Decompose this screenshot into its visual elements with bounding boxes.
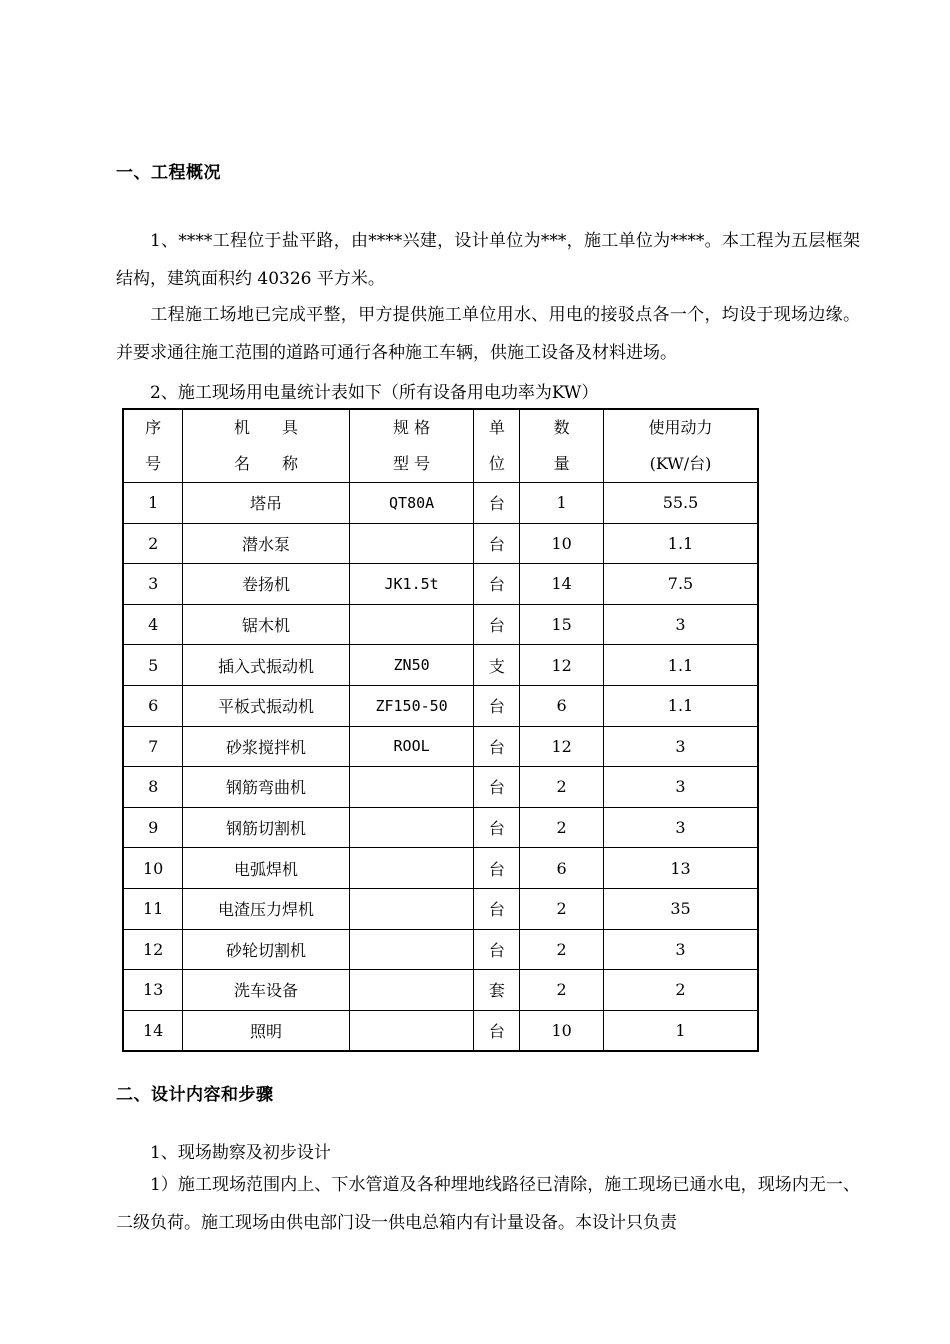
- cell-spec: [349, 767, 474, 808]
- cell-power: 3: [604, 767, 759, 808]
- cell-unit: 台: [474, 807, 520, 848]
- cell-qty: 2: [520, 767, 604, 808]
- header-name: [183, 409, 349, 483]
- paragraph-project-location: [116, 222, 860, 298]
- cell-no: 12: [123, 929, 183, 970]
- cell-qty: 12: [520, 645, 604, 686]
- cell-qty: 10: [520, 1010, 604, 1051]
- cell-name: 插入式振动机: [183, 645, 349, 686]
- paragraph-site-conditions-text: 工程施工场地已完成平整，甲方提供施工单位用水、用电的接驳点各一个，均设于现场边缘。并要求通往施工范围的道路可通行各种施工车辆，供施工设备及材料进场。: [116, 305, 860, 363]
- cell-qty: 6: [520, 848, 604, 889]
- cell-name: 锯木机: [183, 604, 349, 645]
- cell-power: 1.1: [604, 645, 759, 686]
- header-spec-line1: 规 格: [393, 418, 431, 437]
- cell-name: 电弧焊机: [183, 848, 349, 889]
- cell-no: 10: [123, 848, 183, 889]
- cell-qty: 6: [520, 685, 604, 726]
- cell-unit: 台: [474, 604, 520, 645]
- header-power-line2: (KW/台): [649, 454, 712, 473]
- cell-no: 5: [123, 645, 183, 686]
- cell-name: 照明: [183, 1010, 349, 1051]
- header-power: [604, 409, 759, 483]
- header-qty-line1: 数: [553, 418, 570, 437]
- cell-name: 砂浆搅拌机: [183, 726, 349, 767]
- cell-unit: 台: [474, 483, 520, 524]
- cell-qty: 12: [520, 726, 604, 767]
- cell-name: 平板式振动机: [183, 685, 349, 726]
- table-row: [123, 645, 758, 686]
- cell-no: 1: [123, 483, 183, 524]
- cell-name: 钢筋弯曲机: [183, 767, 349, 808]
- cell-name: 钢筋切割机: [183, 807, 349, 848]
- section-title-overview: 一、工程概况: [116, 163, 221, 183]
- cell-spec: [349, 604, 474, 645]
- cell-name: 洗车设备: [183, 970, 349, 1011]
- cell-power: 3: [604, 807, 759, 848]
- paragraph-site-survey-text: 1）施工现场范围内上、下水管道及各种埋地线路径已清除，施工现场已通水电，现场内无一、二级负荷。施工现场由供电部门设一供电总箱内有计量设备。本设计只负责: [116, 1175, 860, 1233]
- paragraph-project-location-text: 1、****工程位于盐平路，由****兴建，设计单位为***，施工单位为****。本工程为五层框架结构，建筑面积约 40326 平方米。: [116, 231, 860, 289]
- cell-qty: 2: [520, 888, 604, 929]
- table-row: [123, 888, 758, 929]
- table-row: [123, 970, 758, 1011]
- cell-power: 35: [604, 888, 759, 929]
- header-qty-line2: 量: [553, 454, 570, 473]
- header-seq-line2: 号: [145, 454, 162, 473]
- cell-spec: [349, 807, 474, 848]
- header-spec: [349, 409, 474, 483]
- cell-spec: ZF150-50: [349, 685, 474, 726]
- cell-power: 3: [604, 726, 759, 767]
- cell-unit: 台: [474, 888, 520, 929]
- cell-qty: 1: [520, 483, 604, 524]
- cell-name: 塔吊: [183, 483, 349, 524]
- table-row: [123, 1010, 758, 1051]
- cell-name: 电渣压力焊机: [183, 888, 349, 929]
- cell-no: 7: [123, 726, 183, 767]
- cell-spec: [349, 970, 474, 1011]
- cell-power: 3: [604, 604, 759, 645]
- table-row: [123, 807, 758, 848]
- cell-name: 卷扬机: [183, 564, 349, 605]
- cell-spec: [349, 523, 474, 564]
- cell-no: 13: [123, 970, 183, 1011]
- cell-qty: 14: [520, 564, 604, 605]
- table-row: [123, 929, 758, 970]
- cell-spec: ROOL: [349, 726, 474, 767]
- header-name-line1: 机 具: [234, 418, 299, 437]
- cell-no: 4: [123, 604, 183, 645]
- header-unit: [474, 409, 520, 483]
- cell-power: 13: [604, 848, 759, 889]
- cell-no: 11: [123, 888, 183, 929]
- table-caption: 2、施工现场用电量统计表如下（所有设备用电功率为KW）: [150, 383, 599, 403]
- cell-no: 6: [123, 685, 183, 726]
- paragraph-site-conditions: [116, 296, 860, 372]
- header-qty: [520, 409, 604, 483]
- header-unit-line2: 位: [488, 454, 505, 473]
- header-seq: [123, 409, 183, 483]
- cell-qty: 2: [520, 929, 604, 970]
- table-row: [123, 523, 758, 564]
- cell-unit: 台: [474, 848, 520, 889]
- cell-spec: [349, 929, 474, 970]
- cell-spec: QT80A: [349, 483, 474, 524]
- cell-no: 14: [123, 1010, 183, 1051]
- cell-spec: JK1.5t: [349, 564, 474, 605]
- cell-no: 3: [123, 564, 183, 605]
- cell-power: 1.1: [604, 523, 759, 564]
- cell-no: 9: [123, 807, 183, 848]
- cell-power: 2: [604, 970, 759, 1011]
- header-name-line2: 名 称: [234, 454, 299, 473]
- cell-spec: ZN50: [349, 645, 474, 686]
- header-seq-line1: 序: [145, 418, 162, 437]
- cell-qty: 2: [520, 807, 604, 848]
- header-spec-line2: 型 号: [393, 454, 431, 473]
- table-row: [123, 483, 758, 524]
- table-row: [123, 564, 758, 605]
- cell-no: 2: [123, 523, 183, 564]
- header-unit-line1: 单: [488, 418, 505, 437]
- cell-power: 55.5: [604, 483, 759, 524]
- cell-unit: 台: [474, 767, 520, 808]
- table-row: [123, 767, 758, 808]
- cell-power: 3: [604, 929, 759, 970]
- cell-unit: 套: [474, 970, 520, 1011]
- section-title-design: 二、设计内容和步骤: [116, 1085, 274, 1105]
- subsection-survey: 1、现场勘察及初步设计: [150, 1143, 331, 1163]
- paragraph-site-survey: [116, 1166, 860, 1242]
- table-row: [123, 848, 758, 889]
- cell-name: 潜水泵: [183, 523, 349, 564]
- cell-qty: 15: [520, 604, 604, 645]
- cell-unit: 支: [474, 645, 520, 686]
- power-consumption-table: [122, 408, 759, 1052]
- cell-spec: [349, 848, 474, 889]
- cell-unit: 台: [474, 564, 520, 605]
- cell-name: 砂轮切割机: [183, 929, 349, 970]
- cell-unit: 台: [474, 523, 520, 564]
- table-header-row: [123, 409, 758, 483]
- cell-spec: [349, 1010, 474, 1051]
- cell-unit: 台: [474, 685, 520, 726]
- cell-unit: 台: [474, 929, 520, 970]
- cell-spec: [349, 888, 474, 929]
- cell-power: 7.5: [604, 564, 759, 605]
- cell-power: 1: [604, 1010, 759, 1051]
- cell-unit: 台: [474, 1010, 520, 1051]
- cell-qty: 10: [520, 523, 604, 564]
- cell-no: 8: [123, 767, 183, 808]
- cell-qty: 2: [520, 970, 604, 1011]
- table-row: [123, 726, 758, 767]
- header-power-line1: 使用动力: [648, 418, 713, 437]
- cell-unit: 台: [474, 726, 520, 767]
- cell-power: 1.1: [604, 685, 759, 726]
- table-row: [123, 685, 758, 726]
- table-row: [123, 604, 758, 645]
